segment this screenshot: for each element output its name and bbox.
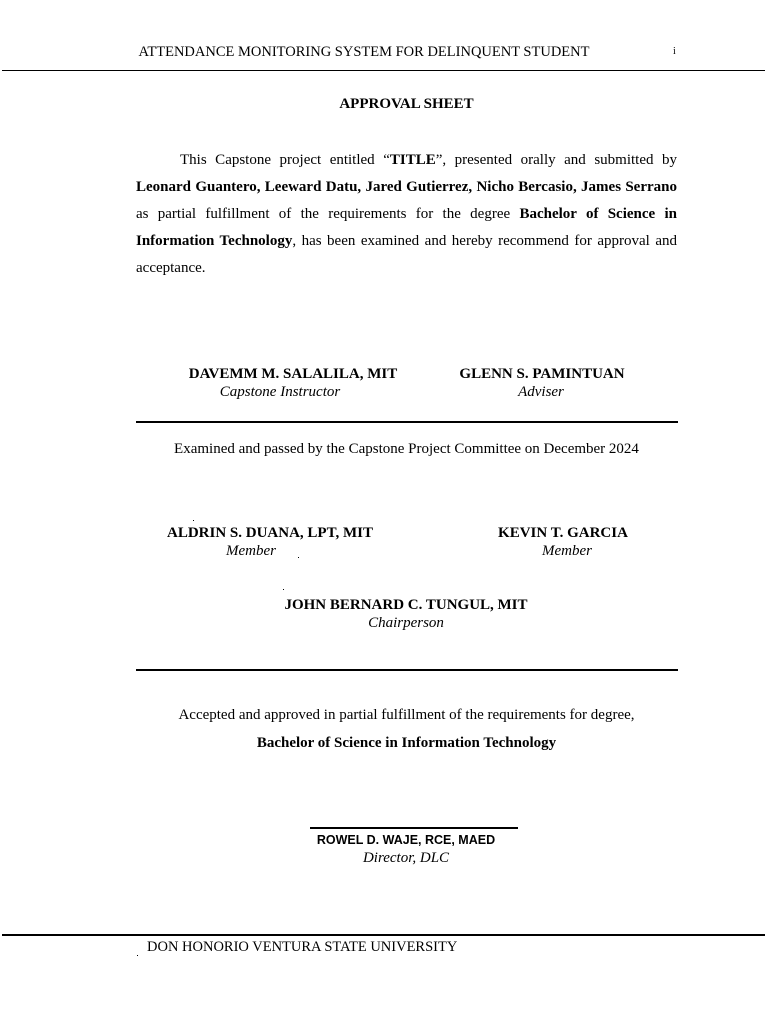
director-role: Director, DLC [362, 850, 450, 866]
chairperson-block [256, 597, 556, 632]
signatory-adviser [432, 366, 652, 401]
signatory-role: Adviser [518, 384, 564, 400]
chairperson-role: Chairperson [368, 615, 444, 631]
signatory-role: Capstone Instructor [219, 384, 341, 400]
acceptance-degree: Bachelor of Science in Information Technology [256, 735, 557, 751]
signatory-name: DAVEMM M. SALALILA, MIT [188, 366, 398, 382]
director-signature-line [310, 827, 518, 829]
stray-mark [283, 589, 284, 590]
member-role: Member [542, 543, 592, 559]
running-header-title: ATTENDANCE MONITORING SYSTEM FOR DELINQUENT STUDENT [138, 44, 590, 60]
stray-mark [137, 955, 138, 956]
intro-text-4: , has been examined and hereby recommend for approval and acceptance. [136, 233, 677, 276]
committee-statement: Examined and passed by the Capstone Project Committee on December 2024 [174, 441, 639, 457]
intro-text-3: as partial fulfillment of the requirements for the degree [136, 206, 520, 222]
intro-text-1: This Capstone project entitled “ [180, 152, 390, 168]
approval-paragraph [136, 147, 677, 282]
intro-text-2: ”, presented orally and submitted by [435, 152, 677, 168]
section-divider-2 [136, 669, 678, 671]
footer-university: DON HONORIO VENTURA STATE UNIVERSITY [147, 939, 458, 955]
chairperson-name: JOHN BERNARD C. TUNGUL, MIT [284, 597, 528, 613]
signatory-name: GLENN S. PAMINTUAN [459, 366, 625, 382]
footer-rule [2, 934, 765, 936]
section-divider-1 [136, 421, 678, 423]
signatory-instructor [163, 366, 423, 401]
header-rule [2, 70, 765, 71]
approval-sheet-title: APPROVAL SHEET [339, 96, 474, 112]
stray-mark [193, 520, 194, 521]
author-names: Leonard Guantero, Leeward Datu, Jared Gutierrez, Nicho Bercasio, James Serrano [136, 179, 677, 195]
degree-name: Bachelor of Science in Information Technology [136, 206, 677, 249]
stray-mark [298, 557, 299, 558]
project-title: TITLE [389, 152, 436, 168]
acceptance-statement: Accepted and approved in partial fulfillment of the requirements for degree, [178, 707, 635, 723]
committee-member-1 [150, 525, 390, 560]
page-number: i [673, 46, 676, 57]
member-role: Member [226, 543, 276, 559]
director-name: ROWEL D. WAJE, RCE, MAED [316, 833, 496, 847]
member-name: ALDRIN S. DUANA, LPT, MIT [167, 525, 373, 541]
member-name: KEVIN T. GARCIA [498, 525, 628, 541]
committee-member-2 [463, 525, 663, 560]
